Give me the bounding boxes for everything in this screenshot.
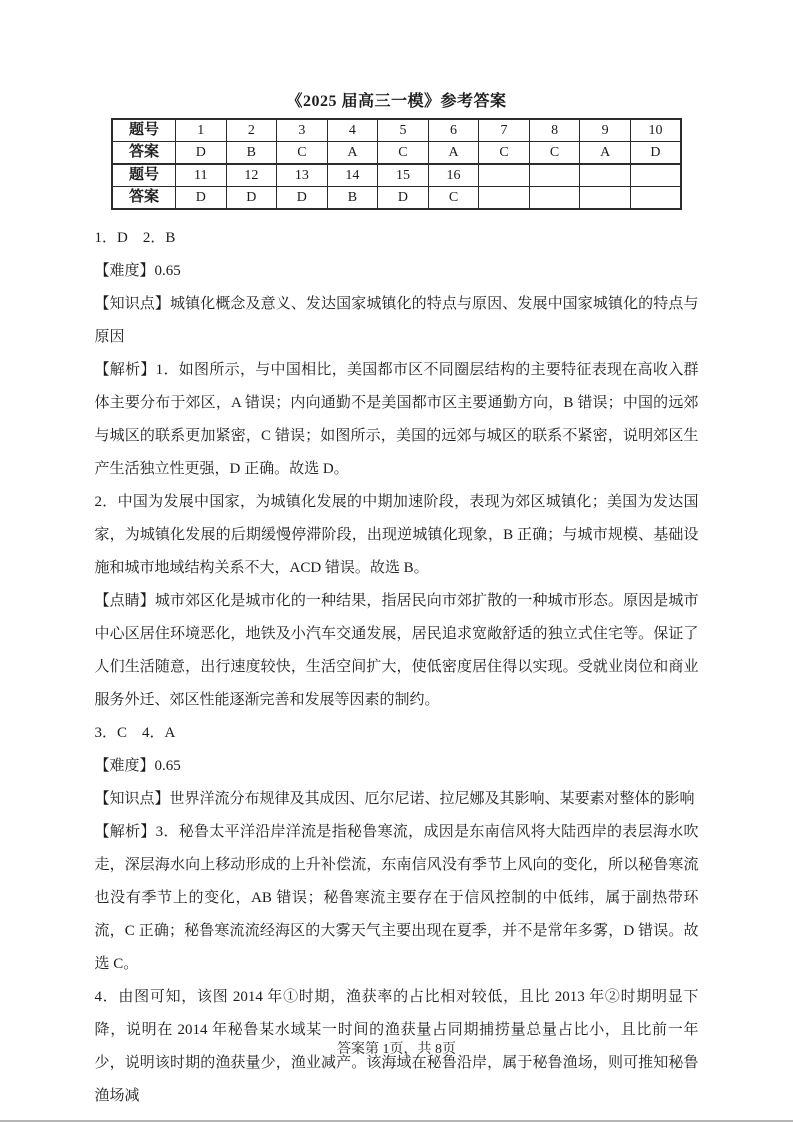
answer-cell: D [226, 187, 277, 210]
answer-cell: C [428, 187, 479, 210]
answer-cell: A [327, 142, 378, 165]
answer-cell: D [176, 187, 227, 210]
question-number-cell [630, 164, 681, 187]
answer-cell: C [277, 142, 328, 165]
analysis-paragraph: 2．中国为发展中国家，为城镇化发展的中期加速阶段，表现为郊区城镇化；美国为发达国家，为城镇化发展的后期缓慢停滞阶段，出现逆城镇化现象，B 正确；与城市规模、基础设施和城市地域结构关系不大，ACD 错误。故选 B。 [94, 494, 699, 576]
difficulty-line: 【难度】0.65 [94, 263, 181, 279]
question-number-cell: 2 [226, 119, 277, 142]
answer-cell: C [378, 142, 429, 165]
answer-cell: B [226, 142, 277, 165]
answer-cell: C [479, 142, 530, 165]
table-row [112, 164, 681, 187]
answer-cell: D [277, 187, 328, 210]
table-row [112, 119, 681, 142]
knowledge-points-line: 【知识点】世界洋流分布规律及其成因、厄尔尼诺、拉尼娜及其影响、某要素对整体的影响 [94, 791, 695, 807]
question-number-cell: 15 [378, 164, 429, 187]
question-number-cell: 5 [378, 119, 429, 142]
table-row [112, 187, 681, 210]
question-number-cell: 13 [277, 164, 328, 187]
answer-cell: C [529, 142, 580, 165]
question-number-cell [580, 164, 631, 187]
answer-cell: A [428, 142, 479, 165]
row-label-cell: 题号 [112, 164, 176, 187]
row-label-cell: 题号 [112, 119, 176, 142]
question-number-cell: 1 [176, 119, 227, 142]
question-number-cell: 11 [176, 164, 227, 187]
row-label-cell: 答案 [112, 142, 176, 165]
page-footer: 答案第 1页，共 8页 [337, 1042, 456, 1057]
row-label-cell: 答案 [112, 187, 176, 210]
question-number-cell: 8 [529, 119, 580, 142]
page-title: 《2025 届高三一模》参考答案 [286, 93, 507, 110]
question-number-cell: 10 [630, 119, 681, 142]
answer-cell [529, 187, 580, 210]
question-number-cell: 3 [277, 119, 328, 142]
answers-line: 3．C 4．A [94, 725, 176, 741]
answer-cell: B [327, 187, 378, 210]
analysis-paragraph: 【解析】1．如图所示，与中国相比，美国都市区不同圈层结构的主要特征表现在高收入群体主要分布于郊区，A 错误；内向通勤不是美国都市区主要通勤方向，B 错误；中国的远郊与城区的联系更加紧密，C 错误；如图所示，美国的远郊与城区的联系不紧密，说明郊区生产生活独立性更强，D 正确。故选 D。 [94, 362, 699, 477]
table-row [112, 142, 681, 165]
difficulty-line: 【难度】0.65 [94, 758, 181, 774]
answer-cell: A [580, 142, 631, 165]
answer-cell: D [378, 187, 429, 210]
tip-paragraph: 【点睛】城市郊区化是城市化的一种结果，指居民向市郊扩散的一种城市形态。原因是城市中心区居住环境恶化，地铁及小汽车交通发展，居民追求宽敞舒适的独立式住宅等。保证了人们生活随意，出行速度较快，生活空间扩大，使低密度居住得以实现。受就业岗位和商业服务外迁、郊区性能逐渐完善和发展等因素的制约。 [94, 593, 699, 708]
knowledge-points-line: 【知识点】城镇化概念及意义、发达国家城镇化的特点与原因、发展中国家城镇化的特点与原因 [94, 296, 699, 345]
answer-explanations [95, 222, 699, 1113]
analysis-paragraph: 【解析】3．秘鲁太平洋沿岸洋流是指秘鲁寒流，成因是东南信风将大陆西岸的表层海水吹走，深层海水向上移动形成的上升补偿流，东南信风没有季节上风向的变化，所以秘鲁寒流也没有季节上的变化，AB 错误；秘鲁寒流主要存在于信风控制的中低纬，属于副热带环流，C 正确；秘鲁寒流流经海区的大雾天气主要出现在夏季，并不是常年多雾，D 错误。故选 C。 [94, 824, 699, 972]
question-number-cell: 14 [327, 164, 378, 187]
answer-key-table [111, 118, 682, 210]
question-number-cell: 7 [479, 119, 530, 142]
answer-cell: D [630, 142, 681, 165]
question-number-cell: 16 [428, 164, 479, 187]
analysis-paragraph: 4．由图可知，该图 2014 年①时期，渔获率的占比相对较低，且比 2013 年②时期明显下降，说明在 2014 年秘鲁某水域某一时间的渔获量占同期捕捞量总量占比小，且比前一年少，说明该时期的渔获量少，渔业减产。该海域在秘鲁沿岸，属于秘鲁渔场，则可推知秘鲁渔场减 [94, 989, 699, 1104]
question-number-cell: 12 [226, 164, 277, 187]
question-number-cell: 6 [428, 119, 479, 142]
question-number-cell [529, 164, 580, 187]
question-number-cell [479, 164, 530, 187]
question-number-cell: 9 [580, 119, 631, 142]
answer-cell: D [176, 142, 227, 165]
answer-cell [580, 187, 631, 210]
answer-cell [630, 187, 681, 210]
answer-cell [479, 187, 530, 210]
question-number-cell: 4 [327, 119, 378, 142]
answers-line: 1．D 2．B [94, 230, 176, 246]
